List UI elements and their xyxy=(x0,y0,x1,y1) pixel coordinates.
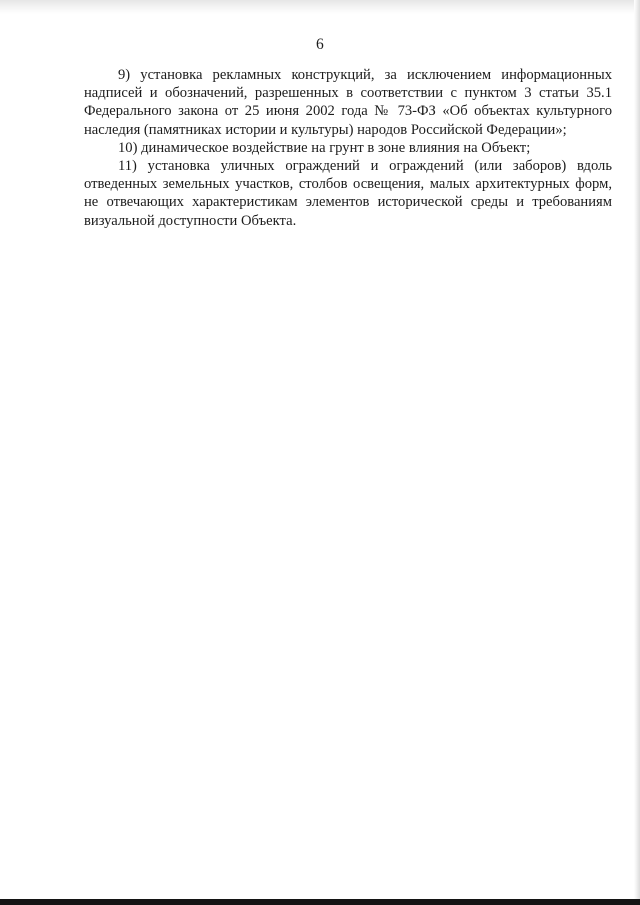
paragraph-item-10: 10) динамическое воздействие на грунт в зоне влияния на Объект; xyxy=(118,139,531,156)
scan-edge-right xyxy=(634,0,640,905)
scan-edge-bottom xyxy=(0,899,640,905)
page-number: 6 xyxy=(315,36,325,53)
document-body xyxy=(84,66,612,230)
paragraph-item-11: 11) установка уличных ограждений и ограждений (или заборов) вдоль отведенных земельных участков, столбов освещения, малых архитектурных форм, не отвечающих характеристикам элементов исторической среды и требованиям визуальной доступности Объекта. xyxy=(84,158,612,229)
paragraph-item-9: 9) установка рекламных конструкций, за исключением информационных надписей и обозначений, разрешенных в соответствии с пунктом 3 статьи 35.1 Федерального закона от 25 июня 2002 года № 73-ФЗ «Об объектах культурного наследия (памятниках истории и культуры) народов Российской Федерации»; xyxy=(84,67,612,138)
scan-edge-top xyxy=(0,0,640,14)
